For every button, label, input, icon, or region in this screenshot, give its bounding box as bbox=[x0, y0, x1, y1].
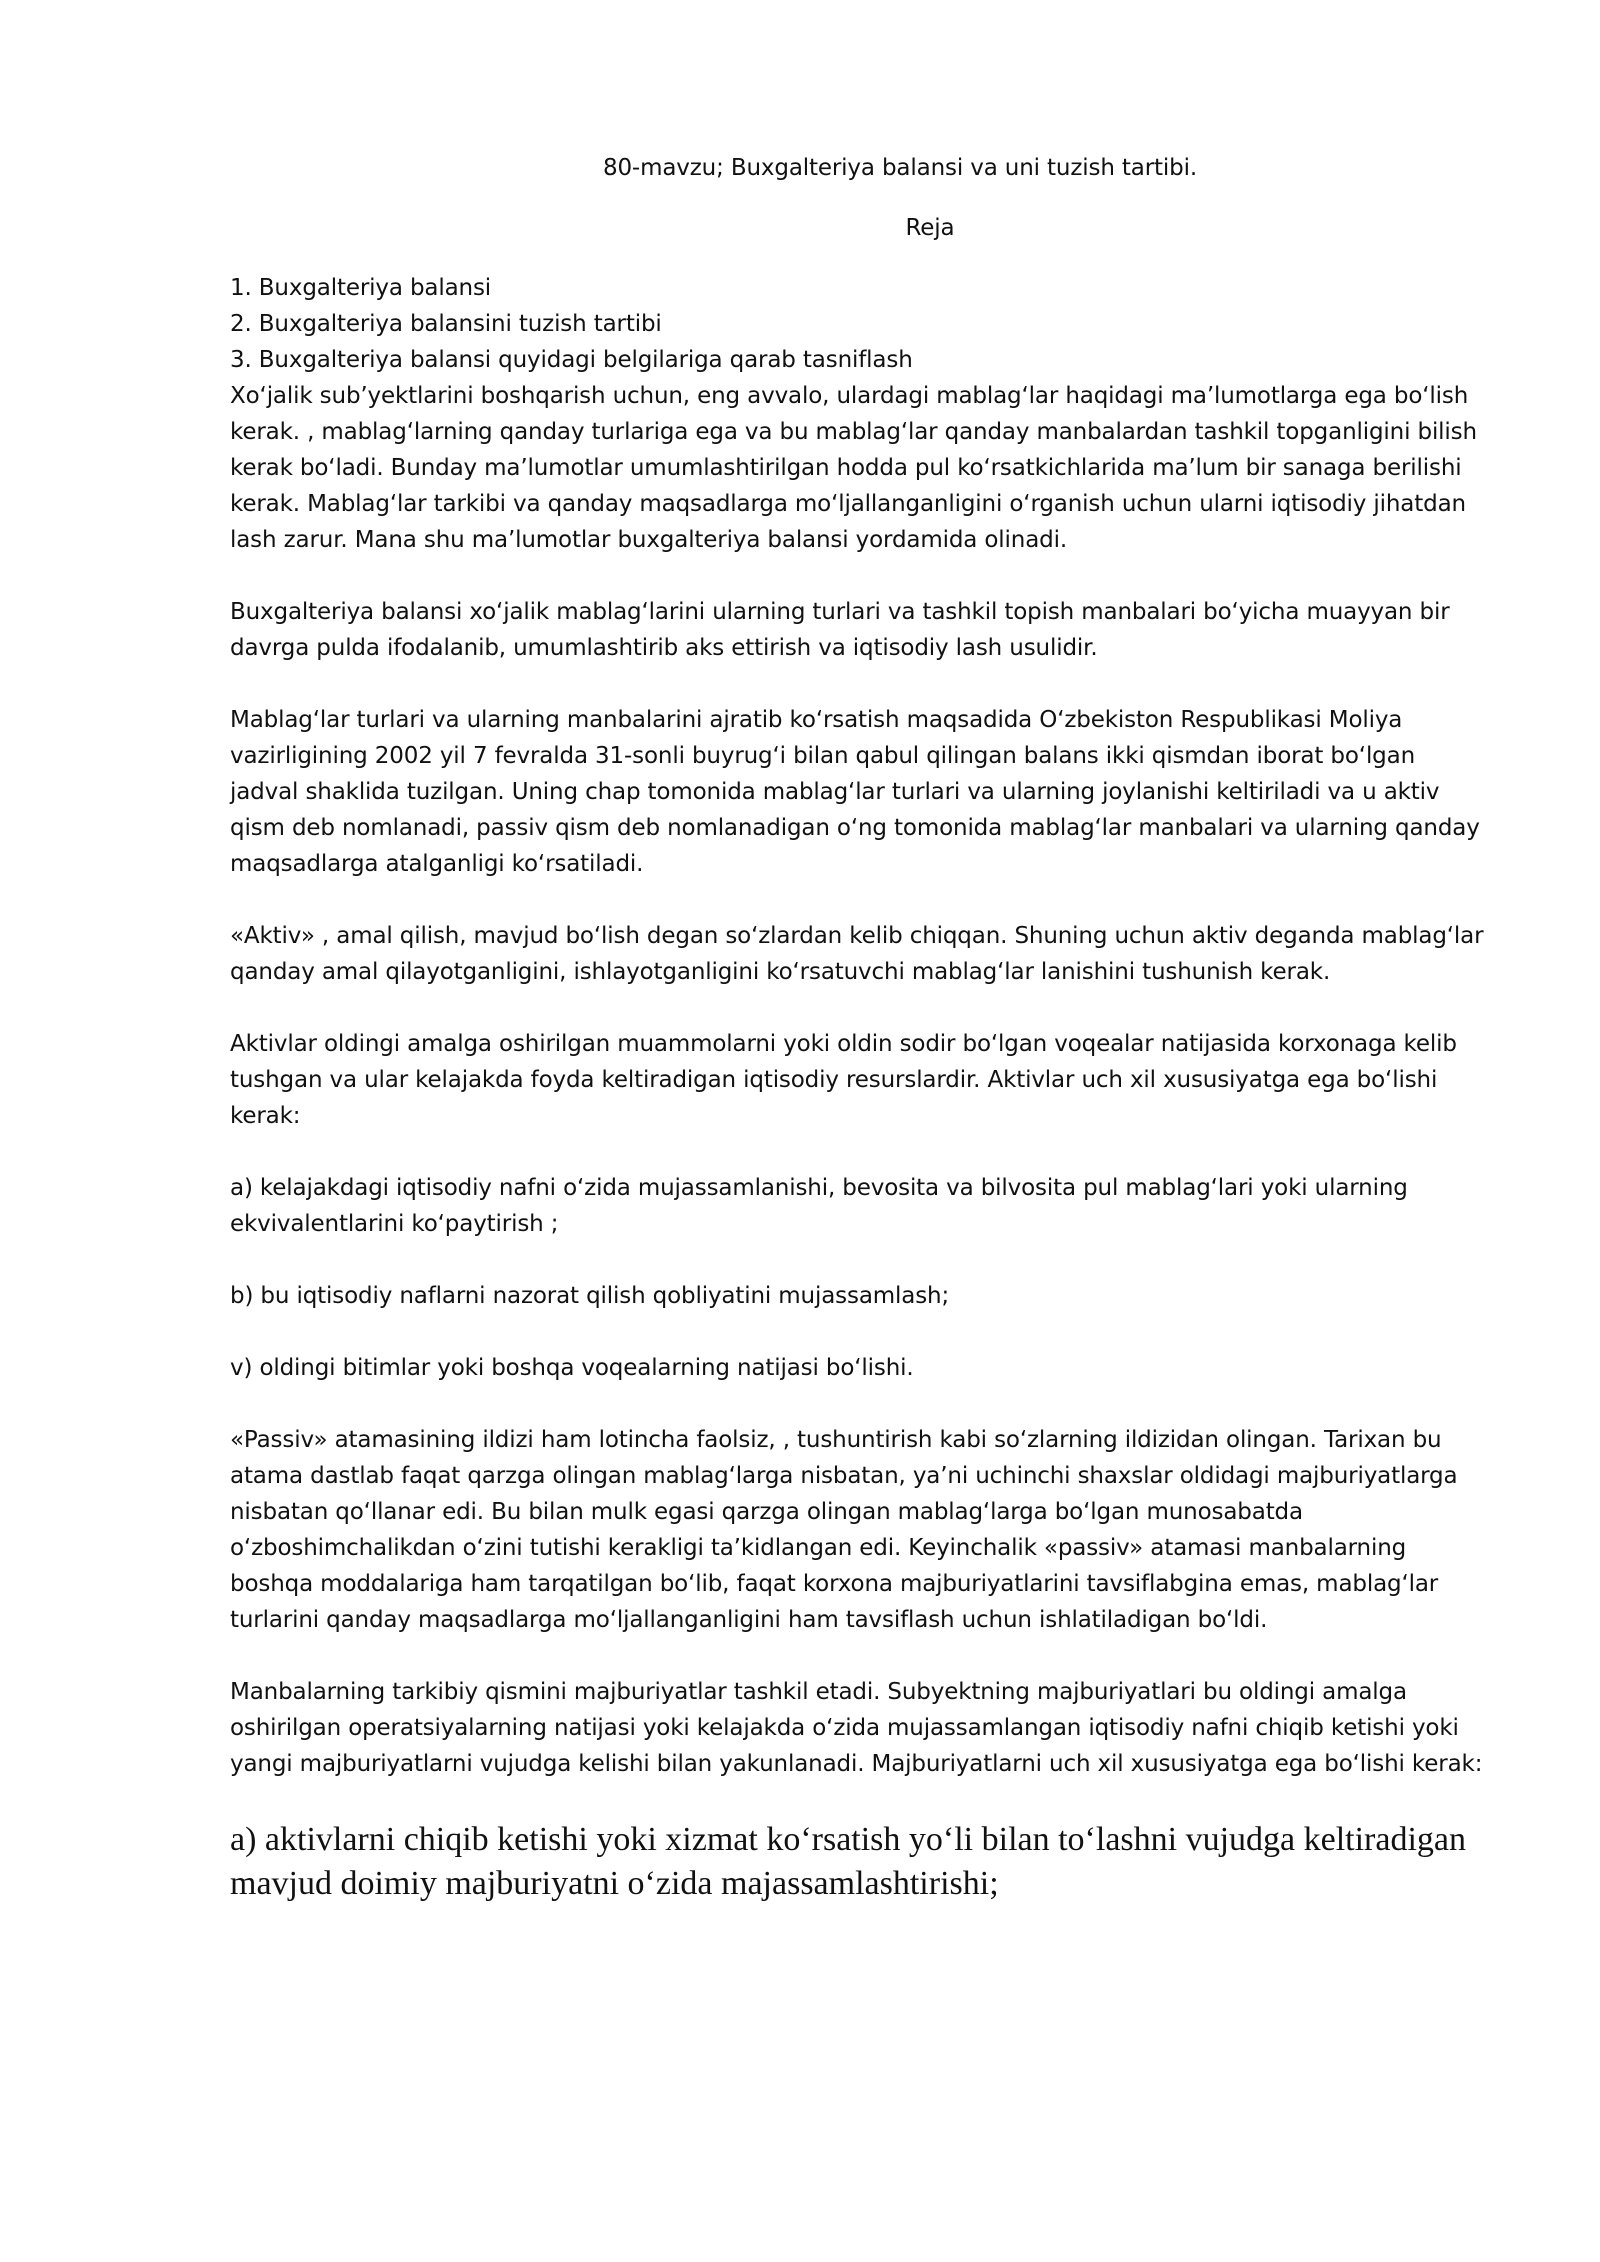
paragraph: a) kelajakdagi iqtisodiy nafni o‘zida mujassamlanishi, bevosita va bilvosita pul mablag‘lari yoki ularning ekvivalentlarini ko‘paytirish ; bbox=[230, 1175, 1408, 1237]
paragraph: Aktivlar oldingi amalga oshirilgan muammolarni yoki oldin sodir bo‘lgan voqealar natijasida korxonaga kelib tushgan va ular kelajakda foyda keltiradigan iqtisodiy resurslardir. Aktivlar uch xil xususiyatga ega bo‘lishi kerak: bbox=[230, 1031, 1457, 1129]
paragraph: Manbalarning tarkibiy qismini majburiyatlar tashkil etadi. Subyektning majburiyatlari bu oldingi amalga oshirilgan operatsiyalarning natijasi yoki kelajakda o‘zida mujassamlangan iqtisodiy nafni chiqib ketishi yoki yangi majburiyatlarni vujudga kelishi bilan yakunlanadi. Majburiyatlarni uch xil xususiyatga ega bo‘lishi kerak: bbox=[230, 1679, 1483, 1777]
paragraph: v) oldingi bitimlar yoki boshqa voqealarning natijasi bo‘lishi. bbox=[230, 1355, 914, 1381]
paragraph: Mablag‘lar turlari va ularning manbalarini ajratib ko‘rsatish maqsadida O‘zbekiston Respublikasi Moliya vazirligining 2002 yil 7 fevralda 31-sonli buyrug‘i bilan qabul qilingan balans ikki qismdan iborat bo‘lgan jadval shaklida tuzilgan. Uning chap tomonida mablag‘lar turlari va ularning joylanishi keltiriladi va u aktiv qism deb nomlanadi, passiv qism deb nomlanadigan o‘ng tomonida mablag‘lar manbalari va ularning qanday maqsadlarga atalganligi ko‘rsatiladi. bbox=[230, 707, 1480, 877]
plan-item: 2. Buxgalteriya balansini tuzish tartibi bbox=[230, 311, 662, 337]
paragraph: «Aktiv» , amal qilish, mavjud bo‘lish degan so‘zlardan kelib chiqqan. Shuning uchun aktiv deganda mablag‘lar qanday amal qilayotganligini, ishlayotganligini ko‘rsatuvchi mablag‘lar lanishini tushunish kerak. bbox=[230, 923, 1484, 985]
paragraph: b) bu iqtisodiy naflarni nazorat qilish qobliyatini mujassamlash; bbox=[230, 1283, 950, 1309]
document-body bbox=[230, 150, 1490, 1942]
plan-item: 3. Buxgalteriya balansi quyidagi belgilariga qarab tasniflash bbox=[230, 347, 913, 373]
paragraph-serif: a) aktivlarni chiqib ketishi yoki xizmat ko‘rsatish yo‘li bilan to‘lashni vujudga keltiradigan mavjud doimiy majburiyatni o‘zida majassamlashtirishi; bbox=[230, 1821, 1467, 1902]
plan-item: 1. Buxgalteriya balansi bbox=[230, 275, 492, 301]
document-title: 80-mavzu; Buxgalteriya balansi va uni tuzish tartibi. bbox=[602, 155, 1198, 181]
plan-list bbox=[230, 270, 1490, 378]
paragraph: Buxgalteriya balansi xo‘jalik mablag‘larini ularning turlari va tashkil topish manbalari bo‘yicha muayyan bir davrga pulda ifodalanib, umumlashtirib aks ettirish va iqtisodiy lash usulidir. bbox=[230, 599, 1450, 661]
plan-heading: Reja bbox=[905, 215, 955, 241]
paragraph: «Passiv» atamasining ildizi ham lotincha faolsiz, , tushuntirish kabi so‘zlarning ildizidan olingan. Tarixan bu atama dastlab faqat qarzga olingan mablag‘larga nisbatan, ya’ni uchinchi shaxslar oldidagi majburiyatlarga nisbatan qo‘llanar edi. Bu bilan mulk egasi qarzga olingan mablag‘larga bo‘lgan munosabatda o‘zboshimchalikdan o‘zini tutishi kerakligi ta’kidlangan edi. Keyinchalik «passiv» atamasi manbalarning boshqa moddalariga ham tarqatilgan bo‘lib, faqat korxona majburiyatlarini tavsiflabgina emas, mablag‘lar turlarini qanday maqsadlarga mo‘ljallanganligini ham tavsiflash uchun ishlatiladigan bo‘ldi. bbox=[230, 1427, 1458, 1633]
paragraph: Xo‘jalik sub’yektlarini boshqarish uchun, eng avvalo, ulardagi mablag‘lar haqidagi ma’lumotlarga ega bo‘lish kerak. , mablag‘larning qanday turlariga ega va bu mablag‘lar qanday manbalardan tashkil topganligini bilish kerak bo‘ladi. Bunday ma’lumotlar umumlashtirilgan hodda pul ko‘rsatkichlarida ma’lum bir sanaga berilishi kerak. Mablag‘lar tarkibi va qanday maqsadlarga mo‘ljallanganligini o‘rganish uchun ularni iqtisodiy jihatdan lash zarur. Mana shu ma’lumotlar buxgalteriya balansi yordamida olinadi. bbox=[230, 383, 1477, 553]
